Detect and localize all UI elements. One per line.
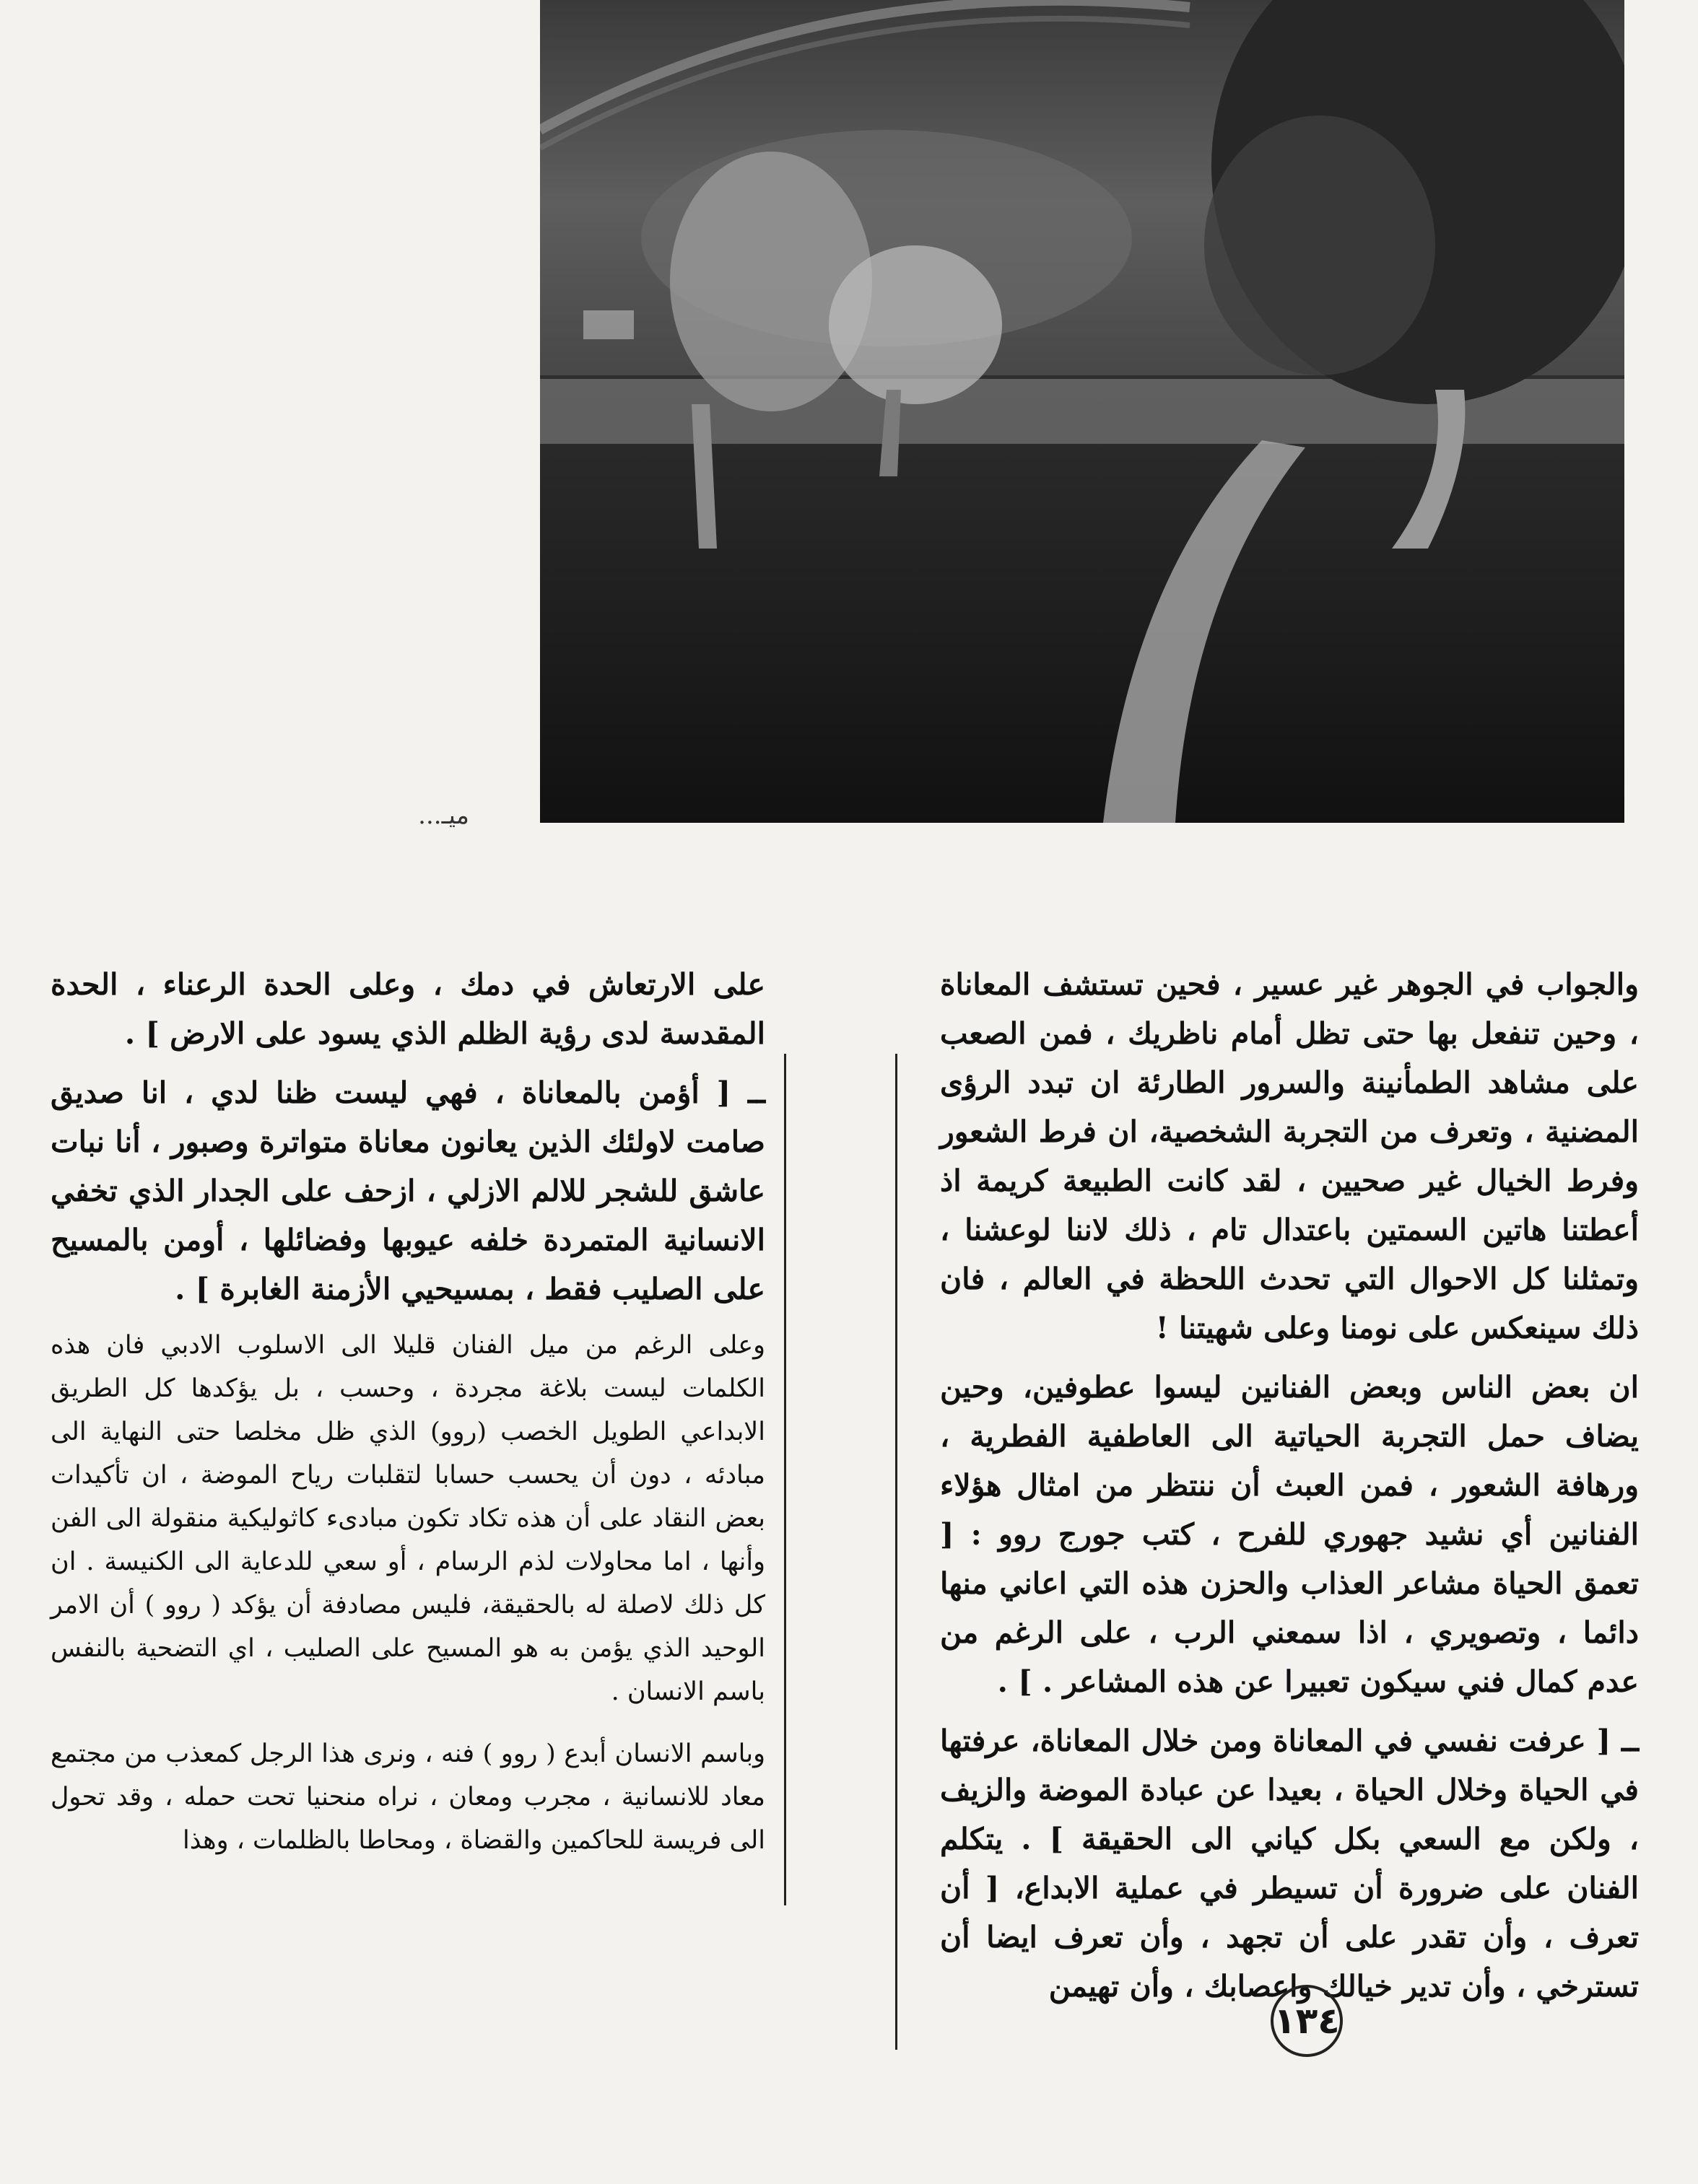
page-number: ١٣٤ xyxy=(1271,1985,1343,2057)
paragraph: ان بعض الناس وبعض الفنانين ليسوا عطوفين، وحين يضاف حمل التجربة الحياتية الى العاطفية الفطرية ، ورهافة الشعور ، فمن العبث أن ننتظر من امثال هؤلاء الفنانين أي نشيد جهوري للفرح ، كتب جورج روو : [ تعمق الحياة مشاعر العذاب والحزن هذه التي اعاني منها دائما ، وتصويري ، اذا سمعني الرب ، على الرغم من عدم كمال فني سيكون تعبيرا عن هذه المشاعر . ] . xyxy=(940,1370,1639,1699)
paragraph: والجواب في الجوهر غير عسير ، فحين تستشف المعاناة ، وحين تنفعل بها حتى تظل أمام ناظريك ، فمن الصعب على مشاهد الطمأنينة والسرور الطارئة ان تبدد الرؤى المضنية ، وتعرف من التجربة الشخصية، ان فرط الشعور وفرط الخيال غير صحيين ، لقد كانت الطبيعة كريمة اذ أعطتنا هاتين السمتين باعتدال تام ، ذلك لاننا لوعشنا ، وتمثلنا كل الاحوال التي تحدث اللحظة في العالم ، فان ذلك سينعكس على نومنا وعلى شهيتنا ! xyxy=(940,967,1639,1345)
paragraph: وعلى الرغم من ميل الفنان قليلا الى الاسلوب الادبي فان هذه الكلمات ليست بلاغة مجردة ، وحسب ، بل يؤكدها كل الطريق الابداعي الطويل الخصب (روو) الذي ظل مخلصا حتى النهاية الى مبادئه ، دون أن يحسب حسابا لتقلبات رياح الموضة ، ان تأكيدات بعض النقاد على أن هذه تكاد تكون مبادىء كاثوليكية منقولة الى الفن وأنها ، اما محاولات لذم الرسام ، أو سعي للدعاية الى الكنيسة . ان كل ذلك لاصلة له بالحقيقة، فليس مصادفة أن يؤكد ( روو ) أن الامر الوحيد الذي يؤمن به هو المسيح على الصليب ، اي التضحية بالنفس باسم الانسان . xyxy=(51,1331,765,1706)
landscape-painting xyxy=(540,0,1624,823)
paragraph: ــ [ عرفت نفسي في المعاناة ومن خلال المعاناة، عرفتها في الحياة وخلال الحياة ، بعيدا عن عبادة الموضة والزيف ، ولكن مع السعي بكل كياني الى الحقيقة ] . يتكلم الفنان على ضرورة أن تسيطر في عملية الابداع، [ أن تعرف ، وأن تقدر على أن تجهد ، وأن تعرف ايضا أن تسترخي ، وأن تدير خيالك واعصابك ، وأن تهيمن xyxy=(940,1724,1639,2004)
paragraph: وباسم الانسان أبدع ( روو ) فنه ، ونرى هذا الرجل كمعذب من مجتمع معاد للانسانية ، مجرب ومعان ، نراه منحنيا تحت حمله ، وقد تحول الى فريسة للحاكمين والقضاة ، ومحاطا بالظلمات ، وهذا xyxy=(51,1739,765,1855)
right-text-column xyxy=(940,960,1639,2021)
column-divider xyxy=(784,1054,786,1905)
figure-caption: ميـ... xyxy=(418,801,469,830)
left-text-column xyxy=(51,960,765,1881)
column-divider xyxy=(895,1054,897,2050)
paragraph: على الارتعاش في دمك ، وعلى الحدة الرعناء ، الحدة المقدسة لدى رؤية الظلم الذي يسود على الارض ] . xyxy=(51,967,765,1051)
paragraph: ــ [ أؤمن بالمعاناة ، فهي ليست ظنا لدي ، انا صديق صامت لاولئك الذين يعانون معاناة متواترة وصبور ، أنا نبات عاشق للشجر للالم الازلي ، ازحف على الجدار الذي تخفي الانسانية المتمردة خلفه عيوبها وفضائلها ، أومن بالمسيح على الصليب فقط ، بمسيحيي الأزمنة الغابرة ] . xyxy=(51,1075,766,1306)
